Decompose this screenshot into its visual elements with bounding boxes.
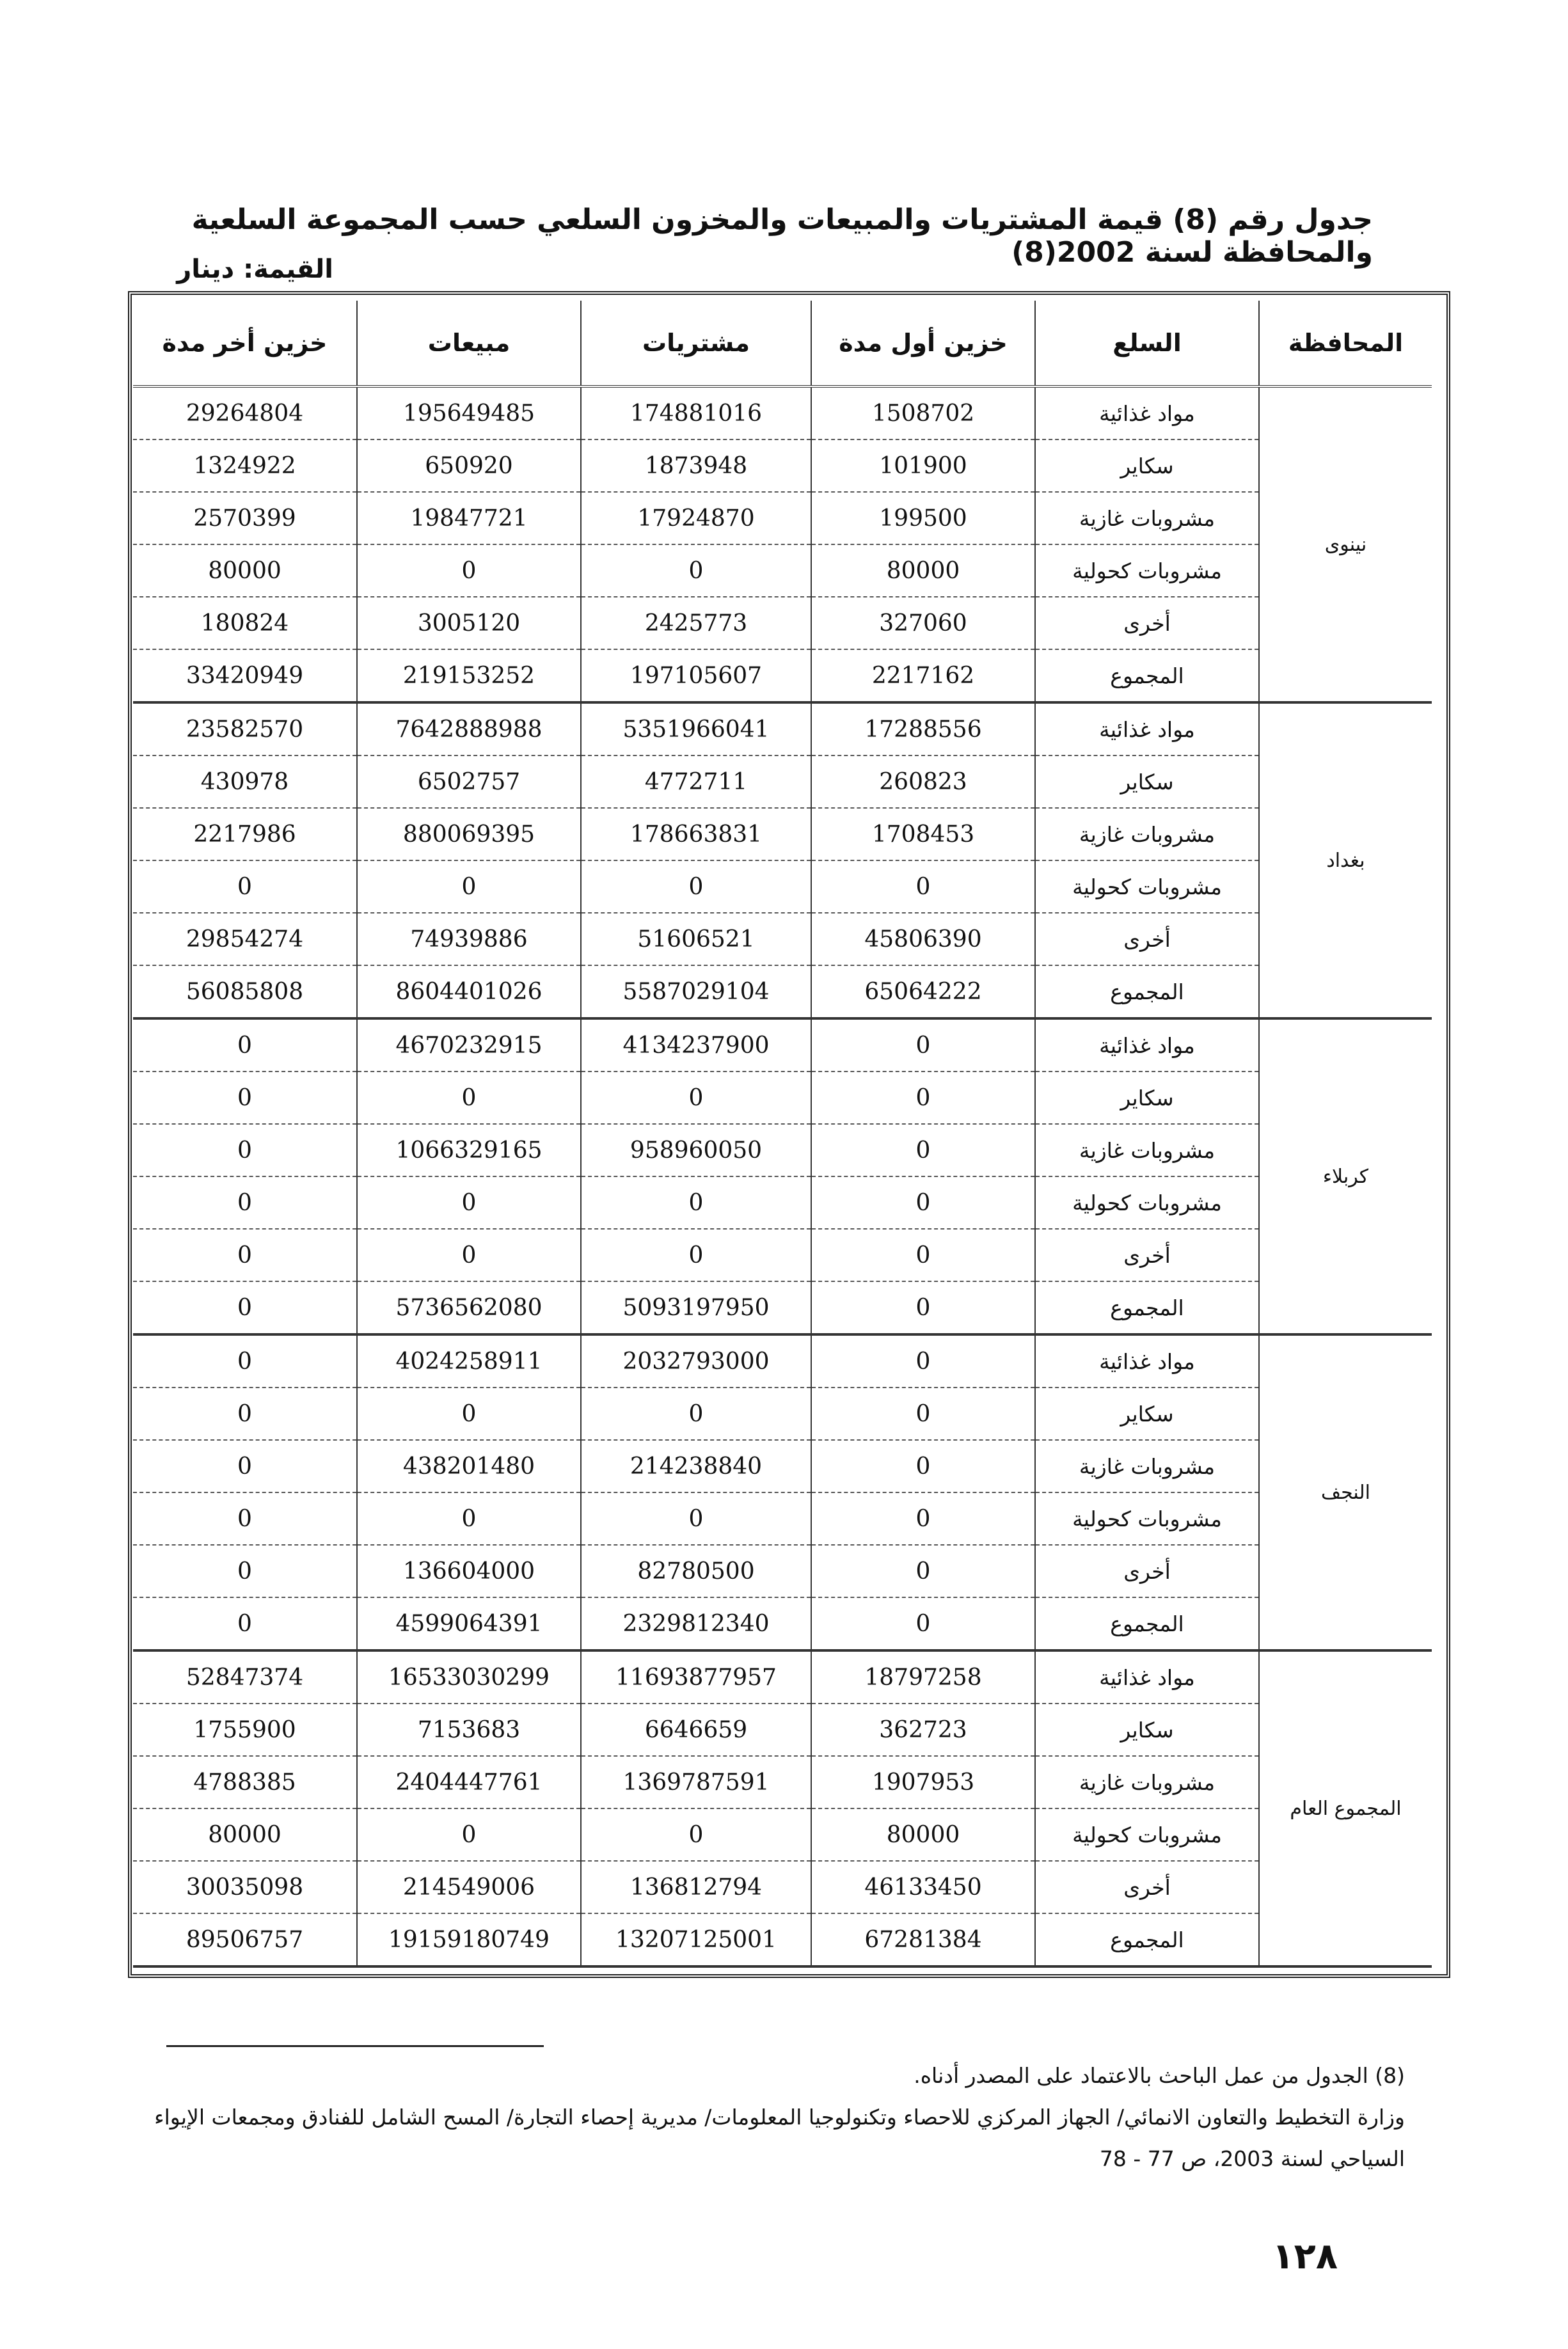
opening-cell: 0 bbox=[811, 1388, 1035, 1440]
closing-cell: 0 bbox=[133, 1176, 357, 1229]
item-cell: مشروبات غازية bbox=[1035, 808, 1259, 860]
item-cell: أخرى bbox=[1035, 1229, 1259, 1281]
opening-cell: 1508702 bbox=[811, 386, 1035, 439]
table-row bbox=[133, 1808, 1432, 1861]
opening-cell: 0 bbox=[811, 1176, 1035, 1229]
sales-cell: 0 bbox=[357, 1176, 581, 1229]
footnote-line-3: السياحي لسنة 2003، ص 77 - 78 bbox=[1099, 2146, 1405, 2171]
header-opening: خزين أول مدة bbox=[811, 301, 1035, 386]
opening-cell: 260823 bbox=[811, 755, 1035, 808]
purchases-cell: 0 bbox=[581, 1229, 811, 1281]
item-cell: مواد غذائية bbox=[1035, 1334, 1259, 1388]
purchases-cell: 82780500 bbox=[581, 1545, 811, 1597]
opening-cell: 0 bbox=[811, 860, 1035, 913]
table-row bbox=[133, 1440, 1432, 1492]
item-cell: سكاير bbox=[1035, 1072, 1259, 1124]
item-cell: أخرى bbox=[1035, 1861, 1259, 1913]
header-sales: مبيعات bbox=[357, 301, 581, 386]
governorate-cell: النجف bbox=[1259, 1334, 1432, 1650]
closing-cell: 23582570 bbox=[133, 702, 357, 755]
closing-cell: 0 bbox=[133, 1492, 357, 1545]
header-row bbox=[133, 301, 1432, 386]
purchases-cell: 0 bbox=[581, 1072, 811, 1124]
purchases-cell: 17924870 bbox=[581, 492, 811, 544]
closing-cell: 29854274 bbox=[133, 913, 357, 965]
closing-cell: 430978 bbox=[133, 755, 357, 808]
closing-cell: 180824 bbox=[133, 597, 357, 649]
sales-cell: 0 bbox=[357, 1229, 581, 1281]
table-row bbox=[133, 913, 1432, 965]
closing-cell: 33420949 bbox=[133, 649, 357, 702]
closing-cell: 0 bbox=[133, 1334, 357, 1388]
closing-cell: 0 bbox=[133, 1072, 357, 1124]
table-row bbox=[133, 1597, 1432, 1650]
opening-cell: 18797258 bbox=[811, 1650, 1035, 1704]
item-cell: سكاير bbox=[1035, 755, 1259, 808]
table-row bbox=[133, 1913, 1432, 1966]
opening-cell: 80000 bbox=[811, 544, 1035, 597]
closing-cell: 0 bbox=[133, 1018, 357, 1072]
item-cell: مشروبات غازية bbox=[1035, 492, 1259, 544]
purchases-cell: 51606521 bbox=[581, 913, 811, 965]
sales-cell: 4670232915 bbox=[357, 1018, 581, 1072]
item-cell: أخرى bbox=[1035, 1545, 1259, 1597]
table-row bbox=[133, 808, 1432, 860]
header-purchases: مشتريات bbox=[581, 301, 811, 386]
item-cell: مواد غذائية bbox=[1035, 1650, 1259, 1704]
sales-cell: 19847721 bbox=[357, 492, 581, 544]
sales-cell: 880069395 bbox=[357, 808, 581, 860]
sales-cell: 650920 bbox=[357, 439, 581, 492]
table-row bbox=[133, 1281, 1432, 1334]
table-caption: جدول رقم (8) قيمة المشتريات والمبيعات والمخزون السلعي حسب المجموعة السلعية والمحافظة لسنة 2002(8) bbox=[191, 203, 1373, 269]
governorate-cell: بغداد bbox=[1259, 702, 1432, 1018]
purchases-cell: 2425773 bbox=[581, 597, 811, 649]
item-cell: مواد غذائية bbox=[1035, 1018, 1259, 1072]
header-governorate: المحافظة bbox=[1259, 301, 1432, 386]
sales-cell: 7153683 bbox=[357, 1704, 581, 1756]
item-cell: سكاير bbox=[1035, 1704, 1259, 1756]
table-body bbox=[133, 386, 1432, 1966]
closing-cell: 0 bbox=[133, 1597, 357, 1650]
opening-cell: 0 bbox=[811, 1334, 1035, 1388]
opening-cell: 0 bbox=[811, 1124, 1035, 1176]
sales-cell: 0 bbox=[357, 1388, 581, 1440]
sales-cell: 1066329165 bbox=[357, 1124, 581, 1176]
table-row bbox=[133, 1176, 1432, 1229]
closing-cell: 4788385 bbox=[133, 1756, 357, 1808]
sales-cell: 4599064391 bbox=[357, 1597, 581, 1650]
purchases-cell: 0 bbox=[581, 1492, 811, 1545]
opening-cell: 199500 bbox=[811, 492, 1035, 544]
purchases-cell: 1873948 bbox=[581, 439, 811, 492]
sales-cell: 136604000 bbox=[357, 1545, 581, 1597]
item-cell: مشروبات كحولية bbox=[1035, 860, 1259, 913]
table-row bbox=[133, 702, 1432, 755]
closing-cell: 2217986 bbox=[133, 808, 357, 860]
table-row bbox=[133, 1492, 1432, 1545]
governorate-cell: كربلاء bbox=[1259, 1018, 1432, 1334]
closing-cell: 0 bbox=[133, 1229, 357, 1281]
item-cell: المجموع bbox=[1035, 1281, 1259, 1334]
item-cell: المجموع bbox=[1035, 1597, 1259, 1650]
table-row bbox=[133, 1334, 1432, 1388]
sales-cell: 195649485 bbox=[357, 386, 581, 439]
closing-cell: 1755900 bbox=[133, 1704, 357, 1756]
sales-cell: 0 bbox=[357, 544, 581, 597]
purchases-cell: 11693877957 bbox=[581, 1650, 811, 1704]
closing-cell: 80000 bbox=[133, 1808, 357, 1861]
purchases-cell: 0 bbox=[581, 860, 811, 913]
closing-cell: 52847374 bbox=[133, 1650, 357, 1704]
purchases-cell: 0 bbox=[581, 1388, 811, 1440]
sales-cell: 6502757 bbox=[357, 755, 581, 808]
opening-cell: 65064222 bbox=[811, 965, 1035, 1018]
sales-cell: 438201480 bbox=[357, 1440, 581, 1492]
item-cell: أخرى bbox=[1035, 913, 1259, 965]
item-cell: مواد غذائية bbox=[1035, 386, 1259, 439]
table-row bbox=[133, 1650, 1432, 1704]
table-row bbox=[133, 1388, 1432, 1440]
closing-cell: 0 bbox=[133, 1124, 357, 1176]
sales-cell: 2404447761 bbox=[357, 1756, 581, 1808]
footnote-line-1: (8) الجدول من عمل الباحث بالاعتماد على المصدر أدناه. bbox=[914, 2063, 1405, 2088]
item-cell: مشروبات كحولية bbox=[1035, 1176, 1259, 1229]
purchases-cell: 6646659 bbox=[581, 1704, 811, 1756]
closing-cell: 0 bbox=[133, 1545, 357, 1597]
opening-cell: 0 bbox=[811, 1281, 1035, 1334]
item-cell: مشروبات غازية bbox=[1035, 1440, 1259, 1492]
page-number: ١٢٨ bbox=[1272, 2236, 1338, 2277]
sales-cell: 8604401026 bbox=[357, 965, 581, 1018]
closing-cell: 80000 bbox=[133, 544, 357, 597]
purchases-cell: 5093197950 bbox=[581, 1281, 811, 1334]
purchases-cell: 5587029104 bbox=[581, 965, 811, 1018]
opening-cell: 46133450 bbox=[811, 1861, 1035, 1913]
header-closing: خزين أخر مدة bbox=[133, 301, 357, 386]
sales-cell: 4024258911 bbox=[357, 1334, 581, 1388]
purchases-cell: 197105607 bbox=[581, 649, 811, 702]
opening-cell: 80000 bbox=[811, 1808, 1035, 1861]
purchases-cell: 178663831 bbox=[581, 808, 811, 860]
purchases-cell: 0 bbox=[581, 544, 811, 597]
unit-label: القيمة: دينار bbox=[177, 255, 333, 284]
table-row bbox=[133, 386, 1432, 439]
opening-cell: 0 bbox=[811, 1597, 1035, 1650]
opening-cell: 0 bbox=[811, 1492, 1035, 1545]
opening-cell: 1907953 bbox=[811, 1756, 1035, 1808]
table-row bbox=[133, 860, 1432, 913]
closing-cell: 89506757 bbox=[133, 1913, 357, 1966]
opening-cell: 0 bbox=[811, 1545, 1035, 1597]
purchases-cell: 1369787591 bbox=[581, 1756, 811, 1808]
closing-cell: 0 bbox=[133, 1388, 357, 1440]
opening-cell: 67281384 bbox=[811, 1913, 1035, 1966]
table-row bbox=[133, 439, 1432, 492]
purchases-cell: 136812794 bbox=[581, 1861, 811, 1913]
purchases-cell: 4134237900 bbox=[581, 1018, 811, 1072]
closing-cell: 30035098 bbox=[133, 1861, 357, 1913]
opening-cell: 327060 bbox=[811, 597, 1035, 649]
closing-cell: 0 bbox=[133, 860, 357, 913]
opening-cell: 0 bbox=[811, 1440, 1035, 1492]
item-cell: مشروبات غازية bbox=[1035, 1756, 1259, 1808]
item-cell: أخرى bbox=[1035, 597, 1259, 649]
opening-cell: 45806390 bbox=[811, 913, 1035, 965]
footnote-line-2: وزارة التخطيط والتعاون الانمائي/ الجهاز المركزي للاحصاء وتكنولوجيا المعلومات/ مديرية إحصاء التجارة/ المسح الشامل للفنادق ومجمعات الإيواء bbox=[154, 2105, 1405, 2130]
purchases-cell: 4772711 bbox=[581, 755, 811, 808]
opening-cell: 1708453 bbox=[811, 808, 1035, 860]
governorate-cell: نينوى bbox=[1259, 386, 1432, 702]
item-cell: سكاير bbox=[1035, 1388, 1259, 1440]
purchases-cell: 13207125001 bbox=[581, 1913, 811, 1966]
table-row bbox=[133, 649, 1432, 702]
opening-cell: 0 bbox=[811, 1072, 1035, 1124]
table-row bbox=[133, 1861, 1432, 1913]
item-cell: المجموع bbox=[1035, 649, 1259, 702]
opening-cell: 101900 bbox=[811, 439, 1035, 492]
purchases-cell: 214238840 bbox=[581, 1440, 811, 1492]
sales-cell: 19159180749 bbox=[357, 1913, 581, 1966]
table-row bbox=[133, 1124, 1432, 1176]
sales-cell: 5736562080 bbox=[357, 1281, 581, 1334]
purchases-cell: 2329812340 bbox=[581, 1597, 811, 1650]
item-cell: مشروبات كحولية bbox=[1035, 544, 1259, 597]
sales-cell: 214549006 bbox=[357, 1861, 581, 1913]
opening-cell: 0 bbox=[811, 1018, 1035, 1072]
sales-cell: 3005120 bbox=[357, 597, 581, 649]
purchases-cell: 2032793000 bbox=[581, 1334, 811, 1388]
item-cell: المجموع bbox=[1035, 965, 1259, 1018]
table-row bbox=[133, 597, 1432, 649]
sales-cell: 0 bbox=[357, 860, 581, 913]
table-row bbox=[133, 1545, 1432, 1597]
closing-cell: 0 bbox=[133, 1281, 357, 1334]
purchases-cell: 0 bbox=[581, 1176, 811, 1229]
item-cell: مشروبات كحولية bbox=[1035, 1808, 1259, 1861]
item-cell: مشروبات غازية bbox=[1035, 1124, 1259, 1176]
purchases-cell: 958960050 bbox=[581, 1124, 811, 1176]
item-cell: المجموع bbox=[1035, 1913, 1259, 1966]
purchases-cell: 0 bbox=[581, 1808, 811, 1861]
table-row bbox=[133, 755, 1432, 808]
closing-cell: 29264804 bbox=[133, 386, 357, 439]
table-row bbox=[133, 492, 1432, 544]
opening-cell: 362723 bbox=[811, 1704, 1035, 1756]
opening-cell: 17288556 bbox=[811, 702, 1035, 755]
opening-cell: 2217162 bbox=[811, 649, 1035, 702]
footnote-rule bbox=[166, 2045, 544, 2047]
sales-cell: 74939886 bbox=[357, 913, 581, 965]
data-table bbox=[133, 301, 1432, 1968]
closing-cell: 56085808 bbox=[133, 965, 357, 1018]
governorate-cell: المجموع العام bbox=[1259, 1650, 1432, 1966]
sales-cell: 0 bbox=[357, 1808, 581, 1861]
table-row bbox=[133, 1072, 1432, 1124]
item-cell: سكاير bbox=[1035, 439, 1259, 492]
item-cell: مشروبات كحولية bbox=[1035, 1492, 1259, 1545]
sales-cell: 0 bbox=[357, 1072, 581, 1124]
table-row bbox=[133, 544, 1432, 597]
table-row bbox=[133, 1018, 1432, 1072]
opening-cell: 0 bbox=[811, 1229, 1035, 1281]
closing-cell: 2570399 bbox=[133, 492, 357, 544]
table-row bbox=[133, 1229, 1432, 1281]
item-cell: مواد غذائية bbox=[1035, 702, 1259, 755]
sales-cell: 0 bbox=[357, 1492, 581, 1545]
table-row bbox=[133, 1704, 1432, 1756]
purchases-cell: 174881016 bbox=[581, 386, 811, 439]
header-item: السلع bbox=[1035, 301, 1259, 386]
table-row bbox=[133, 1756, 1432, 1808]
sales-cell: 16533030299 bbox=[357, 1650, 581, 1704]
purchases-cell: 5351966041 bbox=[581, 702, 811, 755]
closing-cell: 1324922 bbox=[133, 439, 357, 492]
closing-cell: 0 bbox=[133, 1440, 357, 1492]
sales-cell: 219153252 bbox=[357, 649, 581, 702]
table-row bbox=[133, 965, 1432, 1018]
sales-cell: 7642888988 bbox=[357, 702, 581, 755]
